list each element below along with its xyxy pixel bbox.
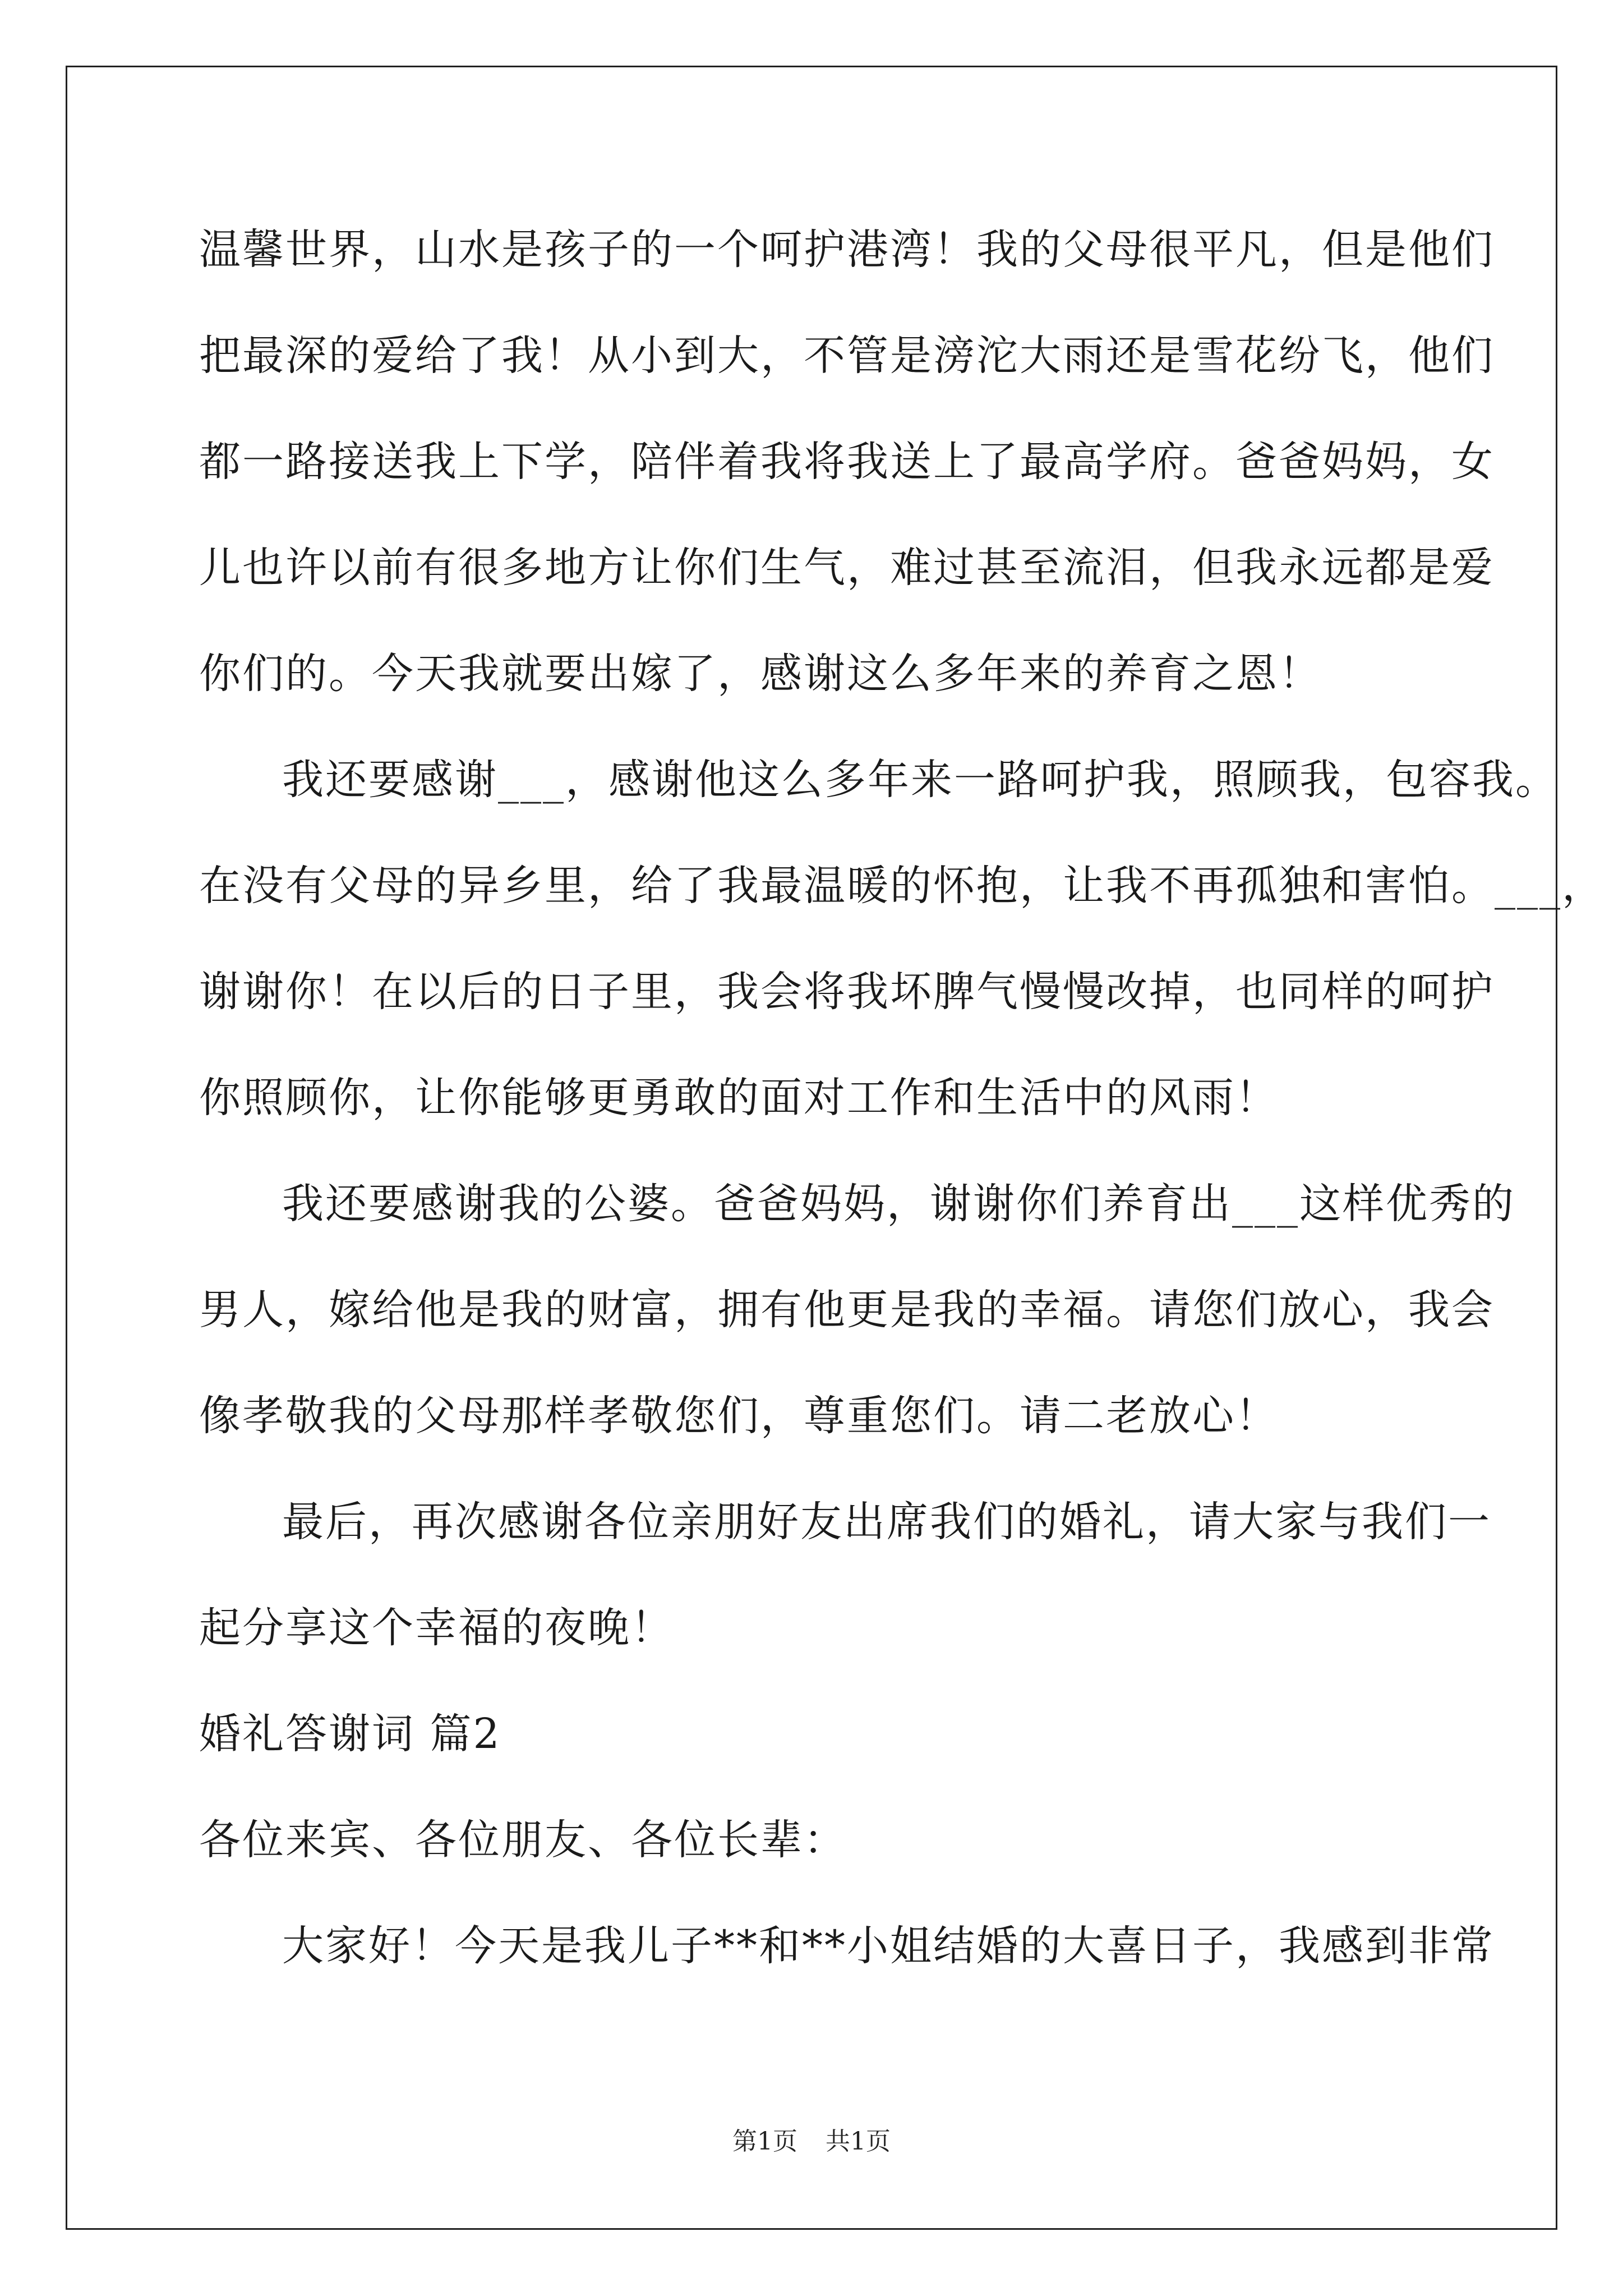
text-line: 我还要感谢我的公婆。爸爸妈妈，谢谢你们养育出___这样优秀的 — [282, 1180, 1515, 1228]
text-line: 我还要感谢___，感谢他这么多年来一路呵护我，照顾我，包容我。 — [282, 756, 1559, 804]
text-line: 儿也许以前有很多地方让你们生气，难过甚至流泪，但我永远都是爱 — [199, 544, 1495, 592]
text-line: 在没有父母的异乡里，给了我最温暖的怀抱，让我不再孤独和害怕。___， — [199, 862, 1605, 910]
text-line: 都一路接送我上下学，陪伴着我将我送上了最高学府。爸爸妈妈，女 — [199, 438, 1495, 486]
page-border — [66, 66, 1557, 2230]
text-line: 你们的。今天我就要出嫁了，感谢这么多年来的养育之恩！ — [199, 650, 1322, 698]
page-number-current: 第1页 — [732, 2127, 797, 2156]
text-line: 谢谢你！在以后的日子里，我会将我坏脾气慢慢改掉，也同样的呵护 — [199, 968, 1495, 1016]
text-line: 男人，嫁给他是我的财富，拥有他更是我的幸福。请您们放心，我会 — [199, 1286, 1495, 1334]
text-line: 温馨世界，山水是孩子的一个呵护港湾！我的父母很平凡，但是他们 — [199, 226, 1495, 274]
text-line: 把最深的爱给了我！从小到大，不管是滂沱大雨还是雪花纷飞，他们 — [199, 332, 1495, 380]
text-line: 婚礼答谢词 篇2 — [199, 1710, 501, 1758]
page-footer — [0, 2125, 1623, 2159]
text-line: 像孝敬我的父母那样孝敬您们，尊重您们。请二老放心！ — [199, 1392, 1279, 1440]
page-number-total: 共1页 — [826, 2127, 891, 2156]
text-line: 你照顾你，让你能够更勇敢的面对工作和生活中的风雨！ — [199, 1074, 1279, 1122]
text-line: 各位来宾、各位朋友、各位长辈： — [199, 1816, 847, 1864]
text-line: 大家好！今天是我儿子**和**小姐结婚的大喜日子，我感到非常 — [282, 1922, 1495, 1970]
text-line: 起分享这个幸福的夜晚！ — [199, 1604, 674, 1652]
text-line: 最后，再次感谢各位亲朋好友出席我们的婚礼，请大家与我们一 — [282, 1498, 1491, 1546]
